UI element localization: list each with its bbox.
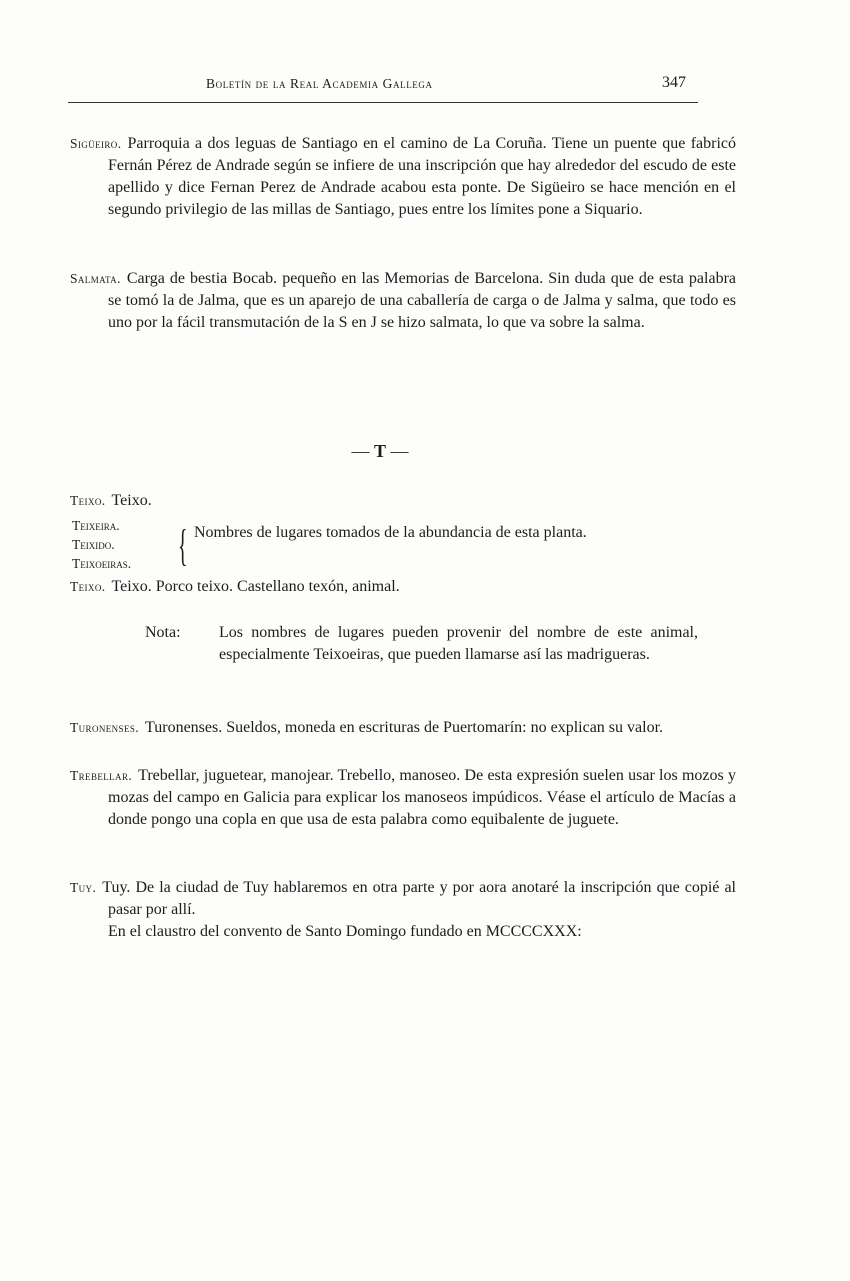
entry-text: Nombres de lugares tomados de la abundancia de esta planta. [194, 524, 587, 541]
headword: Teixo. [70, 493, 106, 508]
note-text: Los nombres de lugares pueden provenir del nombre de este animal, especialmente Teixoeiras, que pueden llamarse así las madrigueras. [219, 624, 698, 663]
entry-salmata [70, 268, 736, 334]
headword: Teixido. [72, 537, 115, 552]
entry-teixo-1 [70, 490, 736, 512]
entry-text: Turonenses. Sueldos, moneda en escrituras de Puertomarín: no explican su valor. [145, 719, 664, 736]
entry-text: Trebellar, juguetear, manojear. Trebello, manoseo. De esta expresión suelen usar los mozos y mozas del campo en Galicia para explicar los manoseos impúdicos. Véase el artículo de Macías a donde pongo una copla en que usa de esta palabra como equibalente de juguete. [108, 767, 736, 828]
page-number: 347 [662, 74, 686, 91]
entry-turonenses [70, 717, 736, 739]
headword: Sigüeiro. [70, 136, 122, 151]
entry-teixeira-group [72, 516, 698, 576]
running-header [68, 74, 698, 103]
entry-text: Teixo. [111, 492, 152, 509]
tuy-continuation: En el claustro del convento de Santo Domingo fundado en MCCCCXXX: [108, 923, 582, 940]
headword: Teixeira. [72, 518, 120, 533]
headword-list [72, 516, 131, 573]
entry-text: Parroquia a dos leguas de Santiago en el camino de La Coruña. Tiene un puente que fabricó Fernán Pérez de Andrade según se infiere de una inscripción que hay alrededor del escudo de este apellido y dice Fernan Perez de Andrade acabou esta ponte. De Sigüeiro se hace mención en el segundo privilegio de las millas de Santiago, pues entre los límites pone a Siquario. [108, 135, 736, 218]
note-label: Nota: [145, 624, 181, 641]
dash-left: — [351, 441, 374, 461]
brace: { [178, 521, 188, 570]
entry-trebellar [70, 765, 736, 831]
section-letter: T [373, 441, 386, 461]
dash-right: — [386, 441, 409, 461]
entry-sigueiro [70, 133, 736, 221]
entry-text: Tuy. De la ciudad de Tuy hablaremos en otra parte y por aora anotaré la inscripción que copié al pasar por allí. [102, 879, 736, 918]
headword: Turonenses. [70, 720, 140, 735]
entry-text: Carga de bestia Bocab. pequeño en las Memorias de Barcelona. Sin duda que de esta palabra se tomó la de Jalma, que es un aparejo de una caballería de carga o de Jalma y salma, que todo es uno por la fácil transmutación de la S en J se hizo salmata, lo que va sobre la salma. [108, 270, 736, 331]
headword: Trebellar. [70, 768, 133, 783]
headword: Teixo. [70, 579, 106, 594]
entry-text: Teixo. Porco teixo. Castellano texón, animal. [111, 578, 400, 595]
section-heading [0, 441, 760, 462]
headword: Tuy. [70, 880, 97, 895]
headword: Teixoeiras. [72, 556, 132, 571]
entry-tuy [70, 877, 736, 921]
journal-title: Boletín de la Real Academia Gallega [206, 76, 433, 91]
headword: Salmata. [70, 271, 121, 286]
entry-teixo-2 [70, 576, 736, 598]
